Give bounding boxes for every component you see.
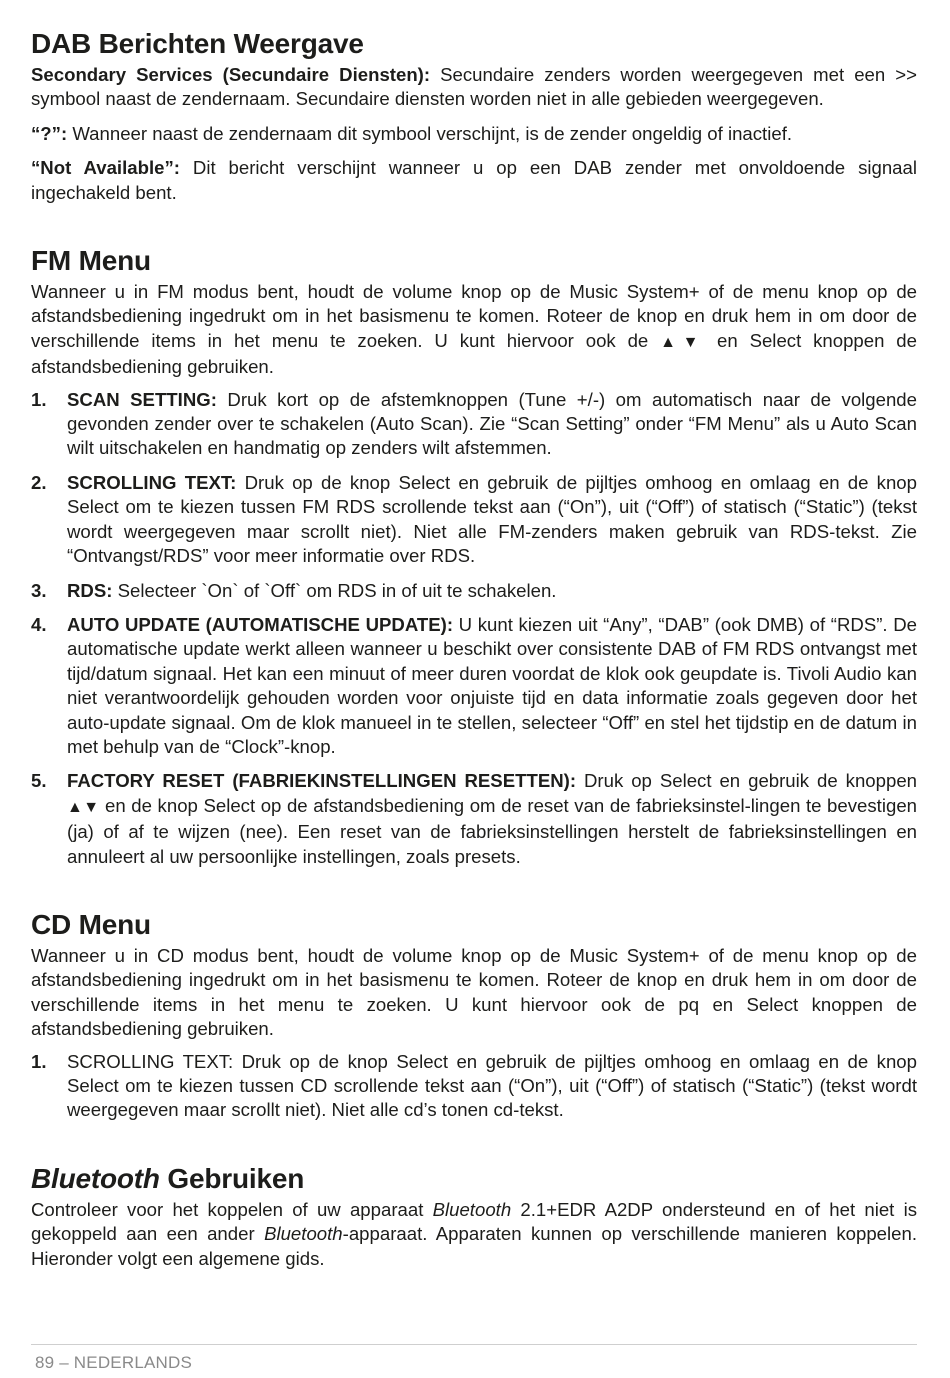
- list-item-label: RDS:: [67, 579, 113, 601]
- bluetooth-italic-2: Bluetooth: [264, 1223, 343, 1245]
- dab-secondary-services-paragraph: [31, 63, 917, 112]
- fm-intro-paragraph: [31, 280, 917, 380]
- fm-intro-text-b: en Select knoppen de afstandsbediening gebruiken.: [31, 329, 917, 378]
- up-down-arrows-icon: ▲▼: [660, 333, 706, 351]
- list-item: [31, 579, 917, 603]
- cd-section-title: CD Menu: [31, 908, 151, 940]
- list-item-text: Druk op de knop Select en gebruik de pijltjes omhoog en omlaag en de knop Select om te kiezen tussen FM RDS scrollende tekst aan (“On”), uit (“Off”) of statisch (“Static”) (tekst wordt weergegeven maar scrollt niet). Niet alle FM-zenders maken gebruik van RDS-tekst. Zie “Ontvangst/RDS” voor meer informatie over RDS.: [67, 471, 917, 567]
- list-item-text: Druk kort op de afstemknoppen (Tune +/-) om automatisch naar de volgende gevonden zender over te schakelen (Auto Scan). Zie “Scan Setting” onder “FM Menu” als u Auto Scan wilt uitschakelen en handmatig op zenders wilt afstemmen.: [67, 388, 917, 459]
- list-item-number: 1.: [31, 388, 47, 410]
- list-item-number: 3.: [31, 579, 47, 601]
- bluetooth-title-rest: Gebruiken: [159, 1162, 305, 1194]
- bluetooth-text-c: -apparaat. Apparaten kunnen op verschillende manieren koppelen. Hieronder volgt een algemene gids.: [31, 1223, 917, 1269]
- up-down-arrows-icon: ▲▼: [67, 798, 100, 816]
- list-item-number: 4.: [31, 613, 47, 635]
- dab-question-mark-text: Wanneer naast de zendernaam dit symbool verschijnt, is de zender ongeldig of inactief.: [67, 122, 793, 144]
- fm-section-title: FM Menu: [31, 245, 151, 277]
- list-item-text: SCROLLING TEXT: Druk op de knop Select en gebruik de pijltjes omhoog en omlaag en de knop Select om te kiezen tussen CD scrollende tekst aan (“On”), uit (“Off”) of statisch (“Static”) (tekst wordt weergegeven maar scrollt niet). Niet alle cd’s tonen cd-tekst.: [67, 1050, 917, 1121]
- dab-question-mark-paragraph: [31, 122, 917, 146]
- dab-not-available-text: Dit bericht verschijnt wanneer u op een DAB zender met onvoldoende signaal ingechakeld bent.: [31, 157, 917, 203]
- page-footer: [31, 1344, 917, 1373]
- bluetooth-title-italic: Bluetooth: [31, 1162, 160, 1194]
- list-item-label: FACTORY RESET (FABRIEKINSTELLINGEN RESETTEN):: [67, 770, 577, 792]
- bluetooth-text-b: 2.1+EDR A2DP ondersteund en of het niet is gekoppeld aan een ander: [31, 1198, 917, 1245]
- list-item-label: SCAN SETTING:: [67, 388, 217, 410]
- bluetooth-text-a: Controleer voor het koppelen of uw apparaat: [31, 1198, 433, 1220]
- dab-not-available-label: “Not Available”:: [31, 157, 180, 179]
- list-item-text: U kunt kiezen uit “Any”, “DAB” (ook DMB) of “RDS”. De automatische update werkt alleen wanneer u beschikt over consistente DAB of FM RDS ontvangst met tijd/datum signaal. Het kan een minuut of meer duren voordat de klok ook geupdate is. Tivoli Audio kan niet verantwoordelijk gehouden worden voor onjuiste tijd en data informatie zoals gegeven door het auto-update signaal. Om de klok manueel in te stellen, selecteer “Off” en stel het tijdstip en de datum in met behulp van de “Clock”-knop.: [67, 613, 917, 757]
- list-item: [31, 769, 917, 869]
- list-item: [31, 388, 917, 461]
- list-item: [31, 613, 917, 759]
- dab-not-available-paragraph: [31, 156, 917, 205]
- bluetooth-italic-1: Bluetooth: [432, 1198, 512, 1220]
- cd-intro-paragraph: Wanneer u in CD modus bent, houdt de volume knop op de Music System+ of de menu knop op de afstandsbediening ingedrukt om in het basismenu te komen. Roteer de knop en druk hem in om door de verschillende items in het menu te zoeken. U kunt hiervoor ook de pq en Select knoppen de afstandsbediening gebruiken.: [31, 944, 917, 1040]
- list-item-text-continued: en de knop Select op de afstandsbediening om de reset van de fabrieksinstel-lingen te bevestigen (ja) of af te wijzen (nee). Een reset van de fabrieksinstellingen herstelt de fabrieksinstellingen en annuleert al uw persoonlijke instellingen, zoals presets.: [67, 794, 917, 867]
- list-item-text: Selecteer `On` of `Off` om RDS in of uit te schakelen.: [112, 579, 557, 601]
- list-item-number: 1.: [31, 1050, 47, 1072]
- list-item-label: SCROLLING TEXT:: [67, 471, 237, 493]
- dab-secondary-services-label: Secondary Services (Secundaire Diensten):: [31, 64, 431, 85]
- bluetooth-section-title: [31, 1161, 917, 1197]
- manual-page: [31, 26, 917, 1271]
- list-item-label: AUTO UPDATE (AUTOMATISCHE UPDATE):: [67, 613, 454, 635]
- dab-question-mark-label: “?”:: [31, 122, 68, 144]
- dab-section-title: DAB Berichten Weergave: [31, 28, 364, 59]
- page-number-label: 89 – NEDERLANDS: [35, 1353, 193, 1372]
- list-item: [31, 471, 917, 569]
- fm-intro-text-a: Wanneer u in FM modus bent, houdt de volume knop op de Music System+ of de menu knop op de afstandsbediening ingedrukt om in het basismenu te komen. Roteer de knop en druk hem in om door de verschillende items in het menu te zoeken. U kunt hiervoor ook de: [31, 281, 917, 351]
- list-item-text: Druk op Select en gebruik de knoppen: [576, 770, 918, 792]
- bluetooth-intro-paragraph: [31, 1198, 917, 1271]
- fm-menu-list: [31, 388, 917, 869]
- list-item: [31, 1050, 917, 1123]
- dab-secondary-services-text: Secundaire zenders worden weergegeven met een >> symbool naast de zendernaam. Secundaire diensten worden niet in alle gebieden weergegeven.: [31, 64, 917, 110]
- list-item-number: 5.: [31, 770, 47, 792]
- list-item-number: 2.: [31, 471, 47, 493]
- cd-menu-list: [31, 1050, 917, 1123]
